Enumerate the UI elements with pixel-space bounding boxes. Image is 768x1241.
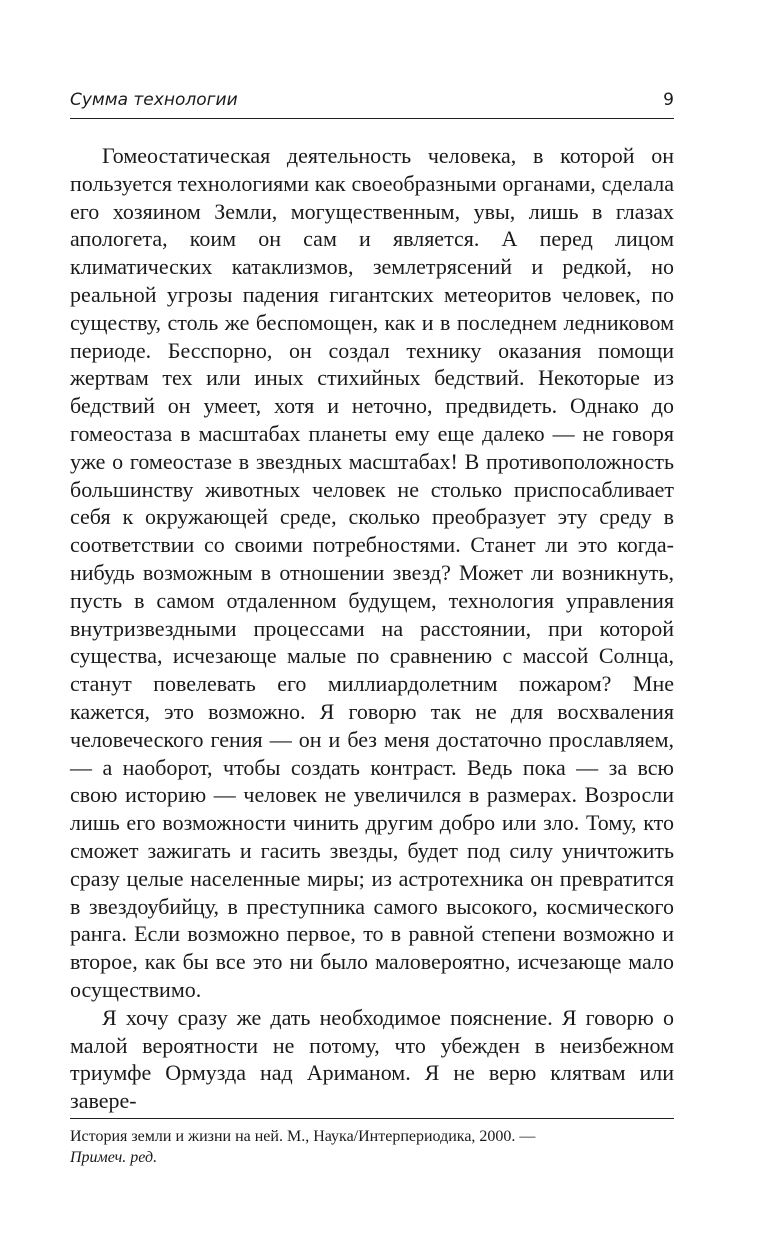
main-text: [70, 142, 674, 1115]
paragraph: Гомеостатическая деятельность человека, в которой он пользуется технологиями как своеобразными органами, сделала его хозяином Земли, могущественным, увы, лишь в глазах апологета, коим он сам и является. А перед лицом климатических катаклизмов, землетрясений и редкой, но реальной угрозы падения гигантских метеоритов человек, по существу, столь же беспомощен, как и в последнем ледниковом периоде. Бесспорно, он создал технику оказания помощи жертвам тех или иных стихийных бедствий. Некоторые из бедствий он умеет, хотя и неточно, предвидеть. Однако до гомеостаза в масштабах планеты ему еще далеко — не говоря уже о гомеостазе в звездных масштабах! В противоположность большинству животных человек не столько приспосабливает себя к окружающей среде, сколько преобразует эту среду в соответствии со своими потребностями. Станет ли это когда-нибудь возможным в отношении звезд? Может ли возникнуть, пусть в самом отдаленном будущем, технология управления внутризвездными процессами на расстоянии, при которой существа, исчезающе малые по сравнению с массой Солнца, станут повелевать его миллиардолетним пожаром? Мне кажется, это возможно. Я говорю так не для восхваления человеческого гения — он и без меня достаточно прославляем, — а наоборот, чтобы создать контраст. Ведь пока — за всю свою историю — человек не увеличился в размерах. Возросли лишь его возможности чинить другим добро или зло. Тому, кто сможет зажигать и гасить звезды, будет под силу уничтожить сразу целые населенные миры; из астротехника он превратится в звездоубийцу, в преступника самого высокого, космического ранга. Если возможно первое, то в равной степени возможно и второе, как бы все это ни было маловероятно, исчезающе мало осуществимо.: [70, 143, 674, 1002]
footnote-divider: [70, 1118, 674, 1119]
running-title: Сумма технологии: [70, 90, 238, 110]
running-header: [70, 88, 674, 119]
footnote: [70, 1126, 674, 1168]
footnote-text: История земли и жизни на ней. М., Наука/Интерпериодика, 2000. —: [70, 1128, 536, 1145]
editor-note: Примеч. ред.: [70, 1149, 158, 1166]
paragraph: Я хочу сразу же дать необходимое пояснение. Я говорю о малой вероятности не потому, что убежден в неизбежном триумфе Ормузда над Ариманом. Я не верю клятвам или завере-: [70, 1004, 674, 1114]
page-number: 9: [663, 90, 674, 110]
